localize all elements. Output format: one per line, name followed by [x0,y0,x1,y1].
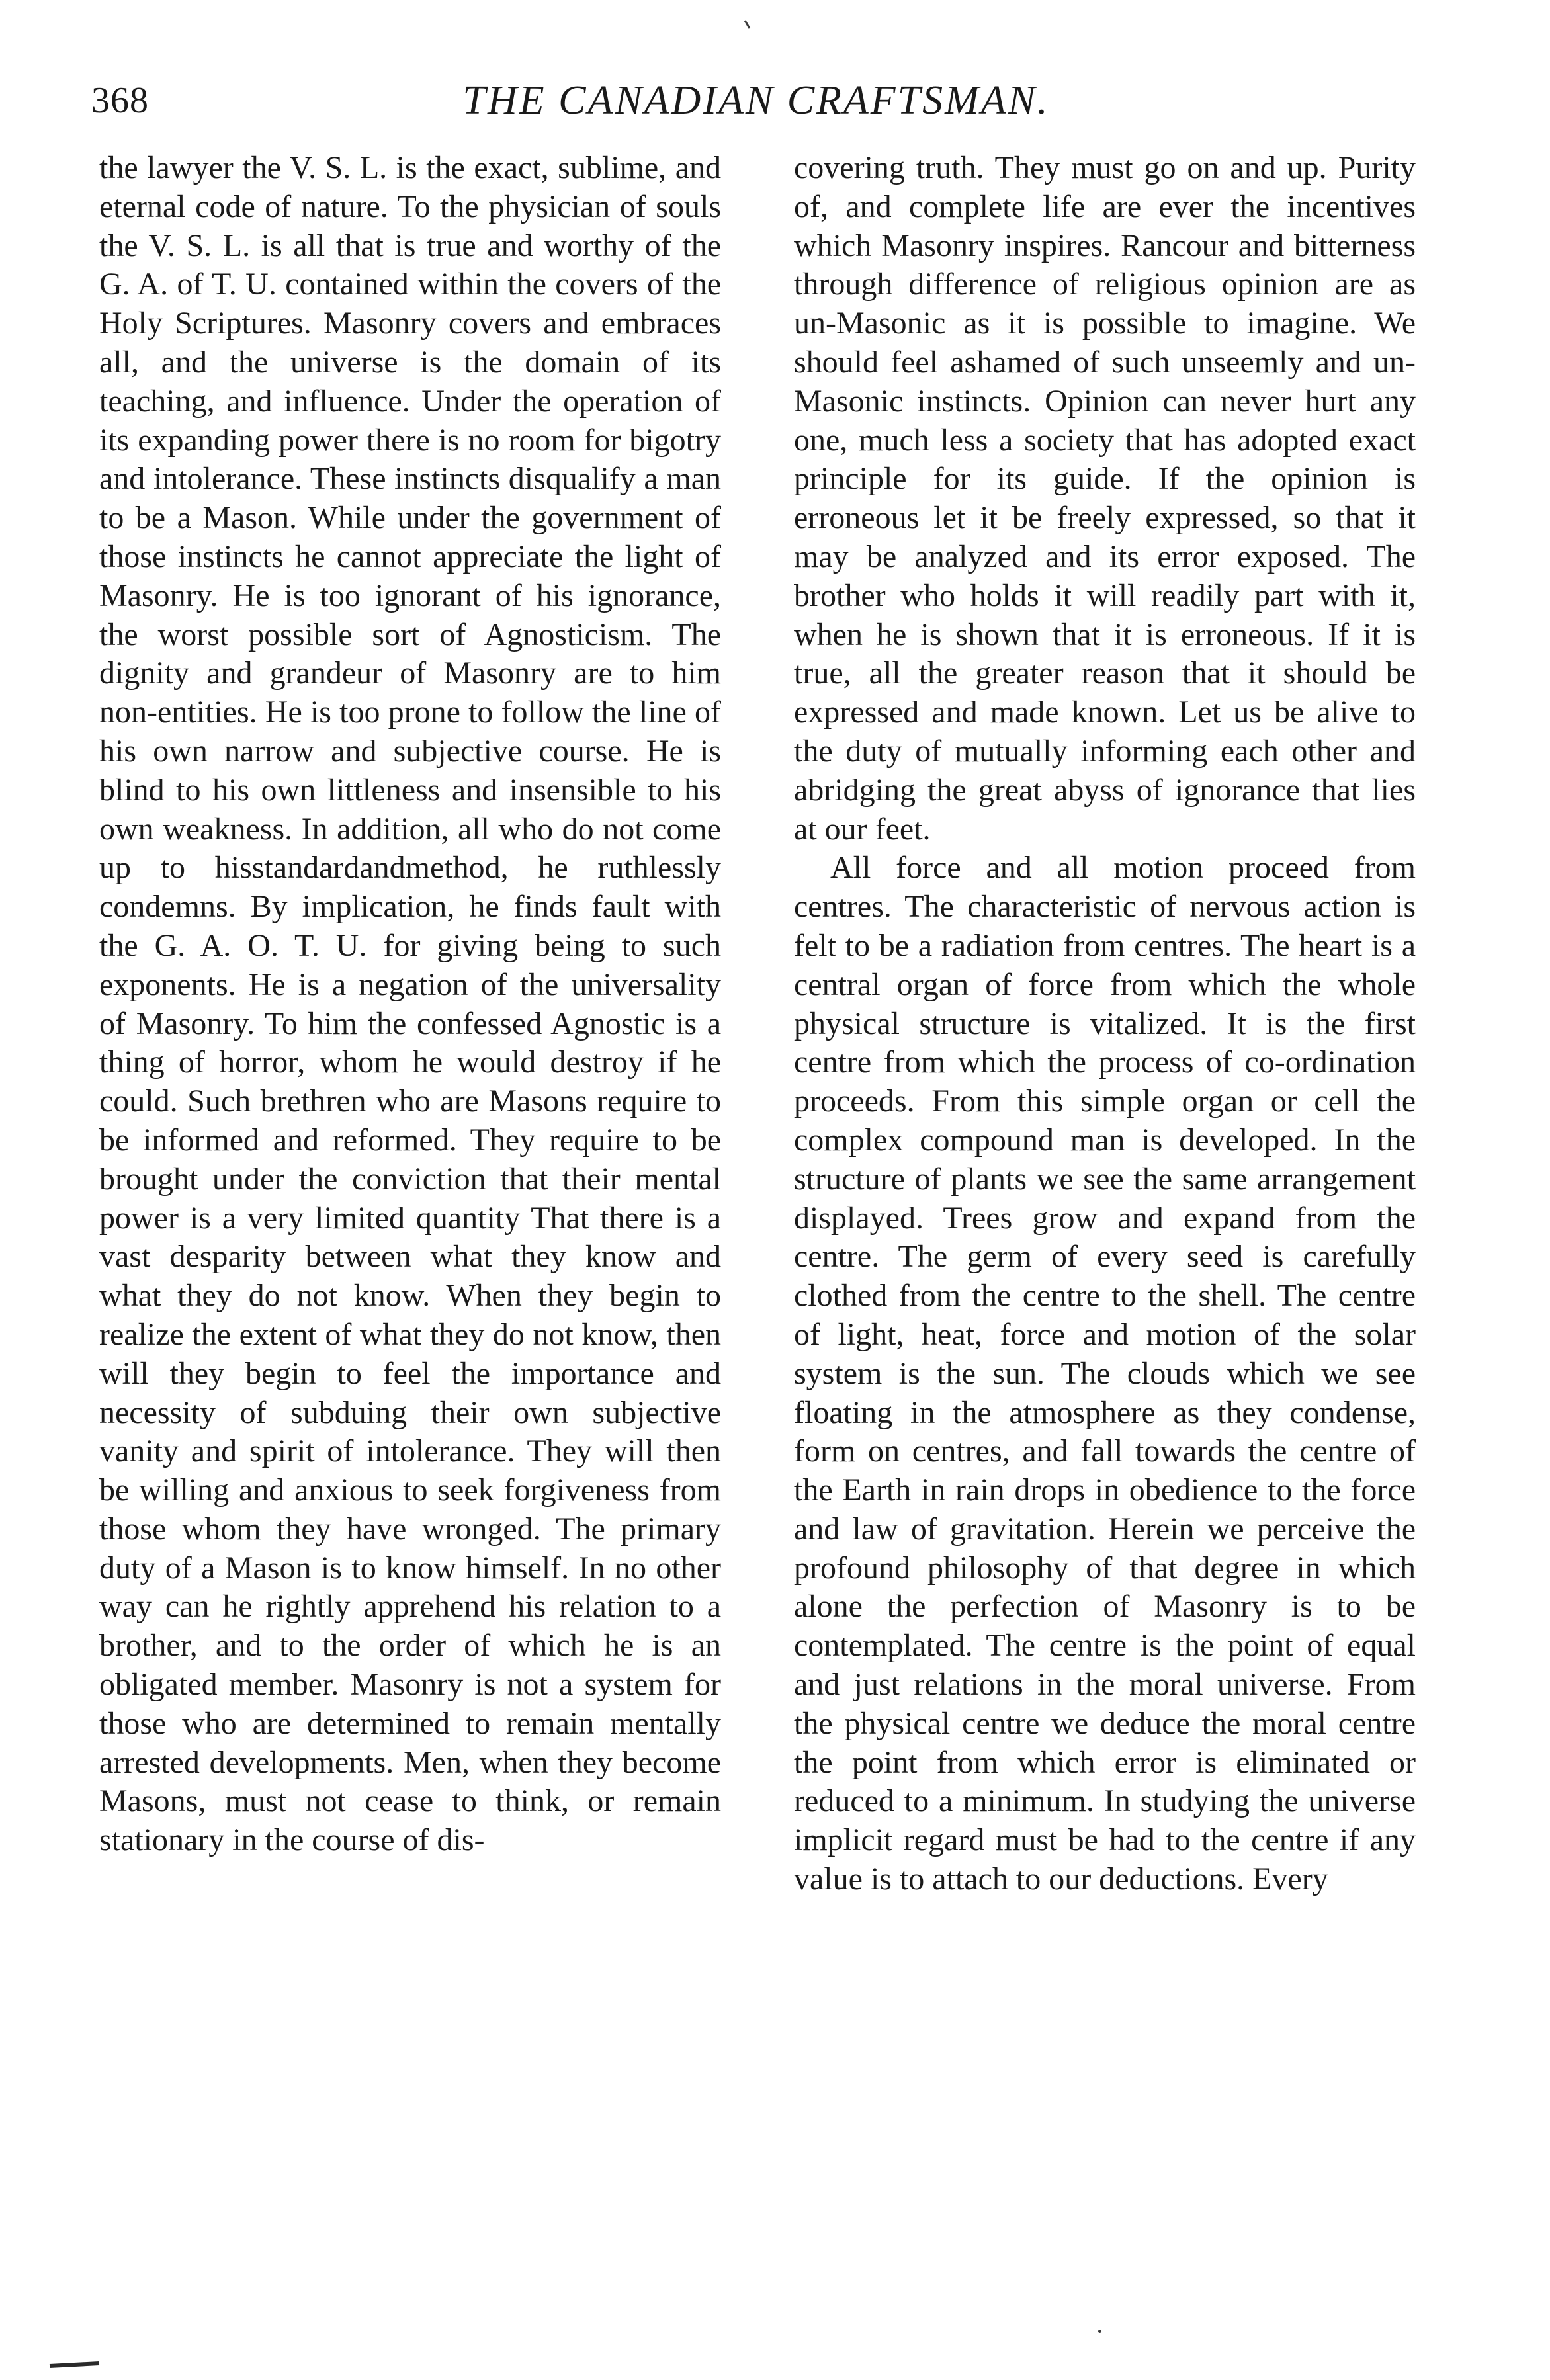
scan-mark [50,2361,99,2368]
scan-speck [744,20,751,29]
left-column [99,149,721,1860]
page-number: 368 [91,80,149,121]
running-title: THE CANADIAN CRAFTSMAN. [462,78,1050,123]
paragraph: the lawyer the V. S. L. is the exact, sublime, and eternal code of nature. To the physician of souls the V. S. L. is all that is true and worthy of the G. A. of T. U. contained within the covers of the Holy Scriptures. Masonry covers and embraces all, and the universe is the domain of its teaching, and influence. Under the operation of its expanding power there is no room for bigotry and intolerance. These instincts disqualify a man to be a Mason. While under the government of those instincts he cannot appreciate the light of Masonry. He is too ignorant of his ignorance, the worst possible sort of Agnosticism. The dignity and grandeur of Masonry are to him non-entities. He is too prone to follow the line of his own narrow and subjective course. He is blind to his own littleness and insensible to his own weakness. In addition, all who do not come up to hisstandardandmethod, he ruthlessly condemns. By implication, he finds fault with the G. A. O. T. U. for giving being to such exponents. He is a negation of the universality of Masonry. To him the confessed Agnostic is a thing of horror, whom he would destroy if he could. Such brethren who are Masons require to be informed and reformed. They require to be brought under the conviction that their mental power is a very limited quantity That there is a vast desparity between what they know and what they do not know. When they begin to realize the extent of what they do not know, then will they begin to feel the importance and necessity of subduing their own subjective vanity and spirit of intolerance. They will then be willing and anxious to seek forgiveness from those whom they have wronged. The primary duty of a Mason is to know himself. In no other way can he rightly apprehend his relation to a brother, and to the order of which he is an obligated member. Masonry is not a system for those who are determined to remain mentally arrested developments. Men, when they become Masons, must not cease to think, or remain stationary in the course of dis- [99,150,721,1858]
paragraph: All force and all motion proceed from centres. The characteristic of nervous action is felt to be a radiation from centres. The heart is a central organ of force from which the whole physical structure is vitalized. It is the first centre from which the process of co-ordination proceeds. From this simple organ or cell the complex compound man is developed. In the structure of plants we see the same arrangement displayed. Trees grow and expand from the centre. The germ of every seed is carefully clothed from the centre to the shell. The centre of light, heat, force and motion of the solar system is the sun. The clouds which we see floating in the atmosphere as they condense, form on centres, and fall towards the centre of the Earth in rain drops in obedience to the force and law of gravitation. Herein we perceive the profound philosophy of that degree in which alone the perfection of Masonry is to be contemplated. The centre is the point of equal and just relations in the moral universe. From the physical centre we deduce the moral centre the point from which error is eliminated or reduced to a minimum. In studying the universe implicit regard must be had to the centre if any value is to attach to our deductions. Every [794,850,1416,1897]
scan-speck [1098,2330,1101,2333]
right-column [794,149,1416,1899]
paragraph: covering truth. They must go on and up. Purity of, and complete life are ever the incentives which Masonry inspires. Rancour and bitterness through difference of religious opinion are as un-Masonic as it is possible to imagine. We should feel ashamed of such unseemly and un-Masonic instincts. Opinion can never hurt any one, much less a society that has adopted exact principle for its guide. If the opinion is erroneous let it be freely expressed, so that it may be analyzed and its error exposed. The brother who holds it will readily part with it, when he is shown that it is erroneous. If it is true, all the greater reason that it should be expressed and made known. Let us be alive to the duty of mutually informing each other and abridging the great abyss of ignorance that lies at our feet. [794,150,1416,847]
page-header [91,74,1421,134]
